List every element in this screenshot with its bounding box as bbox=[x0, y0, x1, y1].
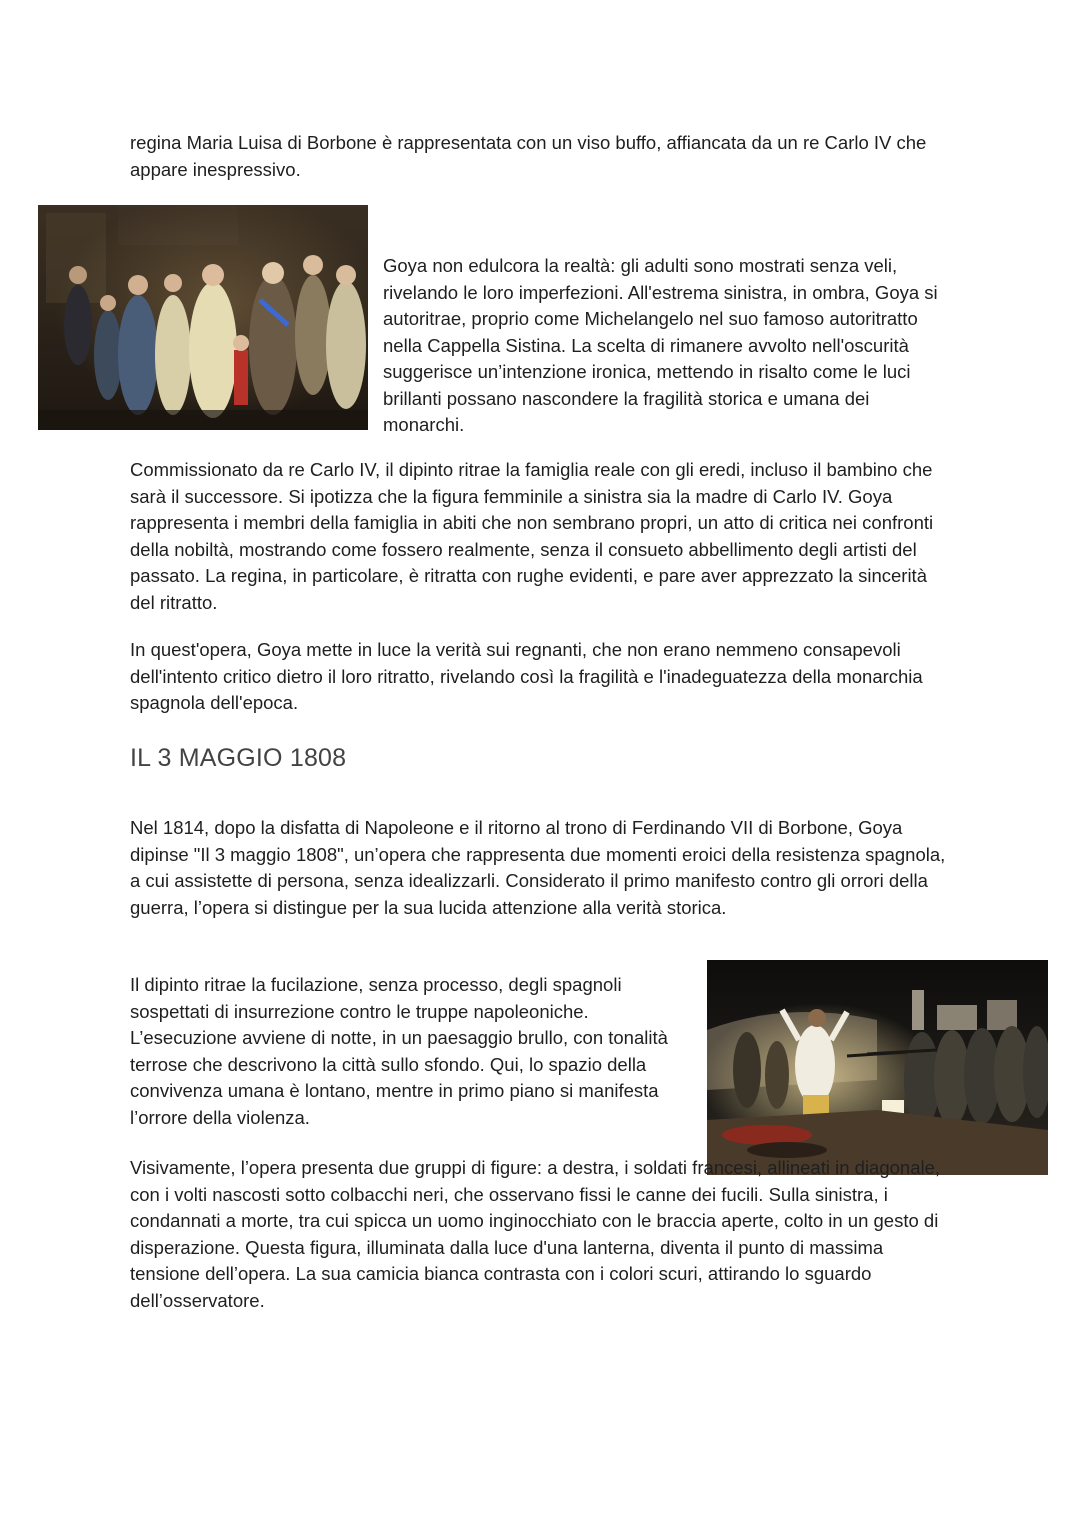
intro-paragraph: regina Maria Luisa di Borbone è rappresentata con un viso buffo, affiancata da un re Carlo IV che appare inespressivo. bbox=[130, 132, 927, 180]
goya-reality-paragraph: Goya non edulcora la realtà: gli adulti sono mostrati senza veli, rivelando le loro imperfezioni. All'estrema sinistra, in ombra, Goya si autoritrae, proprio come Michelangelo nel suo famoso autoritratto nella Cappella Sistina. La scelta di rimanere avvolto nell'oscurità suggerisce un’intenzione ironica, mettendo in risalto come le luci brillanti possano nascondere la fragilità storica e umana dei monarchi. bbox=[383, 255, 938, 435]
napoleon-paragraph: Nel 1814, dopo la disfatta di Napoleone e il ritorno al trono di Ferdinando VII di Borbone, Goya dipinse "Il 3 maggio 1808", un’opera che rappresenta due momenti eroici della resistenza spagnola, a cui assistette di persona, senza idealizzarli. Considerato il primo manifesto contro gli orrori della guerra, l’opera si distingue per la sua lucida attenzione alla verità storica. bbox=[130, 817, 946, 918]
execution-paragraph: Il dipinto ritrae la fucilazione, senza processo, degli spagnoli sospettati di insurrezione contro le truppe napoleoniche. L’esecuzione avviene di notte, in un paesaggio brullo, con tonalità terrose che descrivono la città sullo sfondo. Qui, lo spazio della convivenza umana è lontano, mentre in primo piano si manifesta l’orrore della violenza. bbox=[130, 974, 668, 1128]
third-of-may-painting bbox=[707, 960, 1048, 1175]
section-heading: IL 3 MAGGIO 1808 bbox=[130, 744, 347, 772]
commission-paragraph: Commissionato da re Carlo IV, il dipinto ritrae la famiglia reale con gli eredi, incluso il bambino che sarà il successore. Si ipotizza che la figura femminile a sinistra sia la madre di Carlo IV. Goya rappresenta i membri della famiglia in abiti che non sembrano propri, un atto di critica nei confronti della nobiltà, mostrando come fossero realmente, senza il consueto abbellimento degli artisti del passato. La regina, in particolare, è ritratta con rughe evidenti, e pare aver apprezzato la sincerità del ritratto. bbox=[130, 459, 934, 613]
family-of-charles-iv-painting bbox=[38, 205, 368, 430]
truth-paragraph: In quest'opera, Goya mette in luce la verità sui regnanti, che non erano nemmeno consapevoli dell'intento critico dietro il loro ritratto, rivelando così la fragilità e l'inadeguatezza della monarchia spagnola dell'epoca. bbox=[130, 639, 923, 713]
visual-paragraph: Visivamente, l’opera presenta due gruppi di figure: a destra, i soldati francesi, allineati in diagonale, con i volti nascosti sotto colbacchi neri, che osservano fissi le canne dei fucili. Sulla sinistra, i condannati a morte, tra cui spicca un uomo inginocchiato con le braccia aperte, colto in un gesto di disperazione. Questa figura, illuminata dalla luce d'una lanterna, diventa il punto di massima tensione dell’opera. La sua camicia bianca contrasta con i colori scuri, attirando lo sguardo dell’osservatore. bbox=[130, 1157, 941, 1311]
